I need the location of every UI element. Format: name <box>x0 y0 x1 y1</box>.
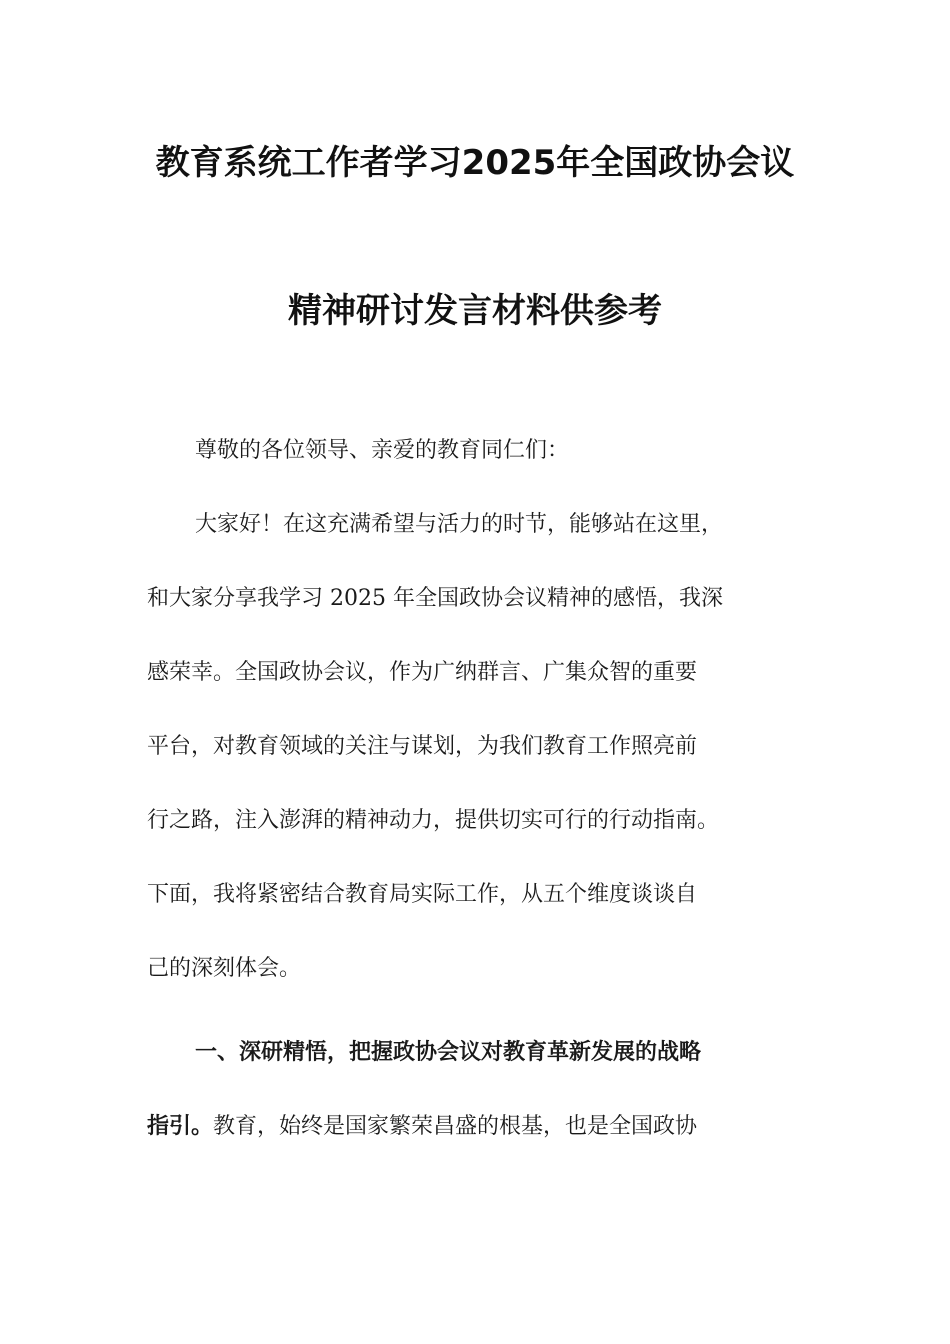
section-1-heading-end: 指引。 <box>147 1114 214 1139</box>
document-title-line-2: 精神研讨发言材料供参考 <box>288 291 662 331</box>
paragraph-line: 下面，我将紧密结合教育局实际工作，从五个维度谈谈自 <box>147 882 698 907</box>
paragraph-line: 和大家分享我学习 2025 年全国政协会议精神的感悟，我深 <box>147 586 723 611</box>
document-title-line-1: 教育系统工作者学习2025年全国政协会议 <box>155 143 795 183</box>
intro-paragraph <box>147 488 812 1006</box>
paragraph-line: 感荣幸。全国政协会议，作为广纳群言、广集众智的重要 <box>147 660 698 685</box>
greeting-paragraph <box>147 414 812 488</box>
section-1-body-text: 教育，始终是国家繁荣昌盛的根基，也是全国政协 <box>213 1114 698 1139</box>
paragraph-line: 己的深刻体会。 <box>147 956 302 981</box>
paragraph-line: 大家好！在这充满希望与活力的时节，能够站在这里， <box>195 512 724 537</box>
section-1-heading: 一、深研精悟，把握政协会议对教育革新发展的战略 <box>195 1040 702 1065</box>
paragraph-line: 平台，对教育领域的关注与谋划，为我们教育工作照亮前 <box>147 734 698 759</box>
section-1-paragraph <box>147 1016 812 1164</box>
greeting-line: 尊敬的各位领导、亲爱的教育同仁们： <box>195 438 570 463</box>
paragraph-line: 行之路，注入澎湃的精神动力，提供切实可行的行动指南。 <box>147 808 720 833</box>
section-1-line-2 <box>147 1090 812 1164</box>
